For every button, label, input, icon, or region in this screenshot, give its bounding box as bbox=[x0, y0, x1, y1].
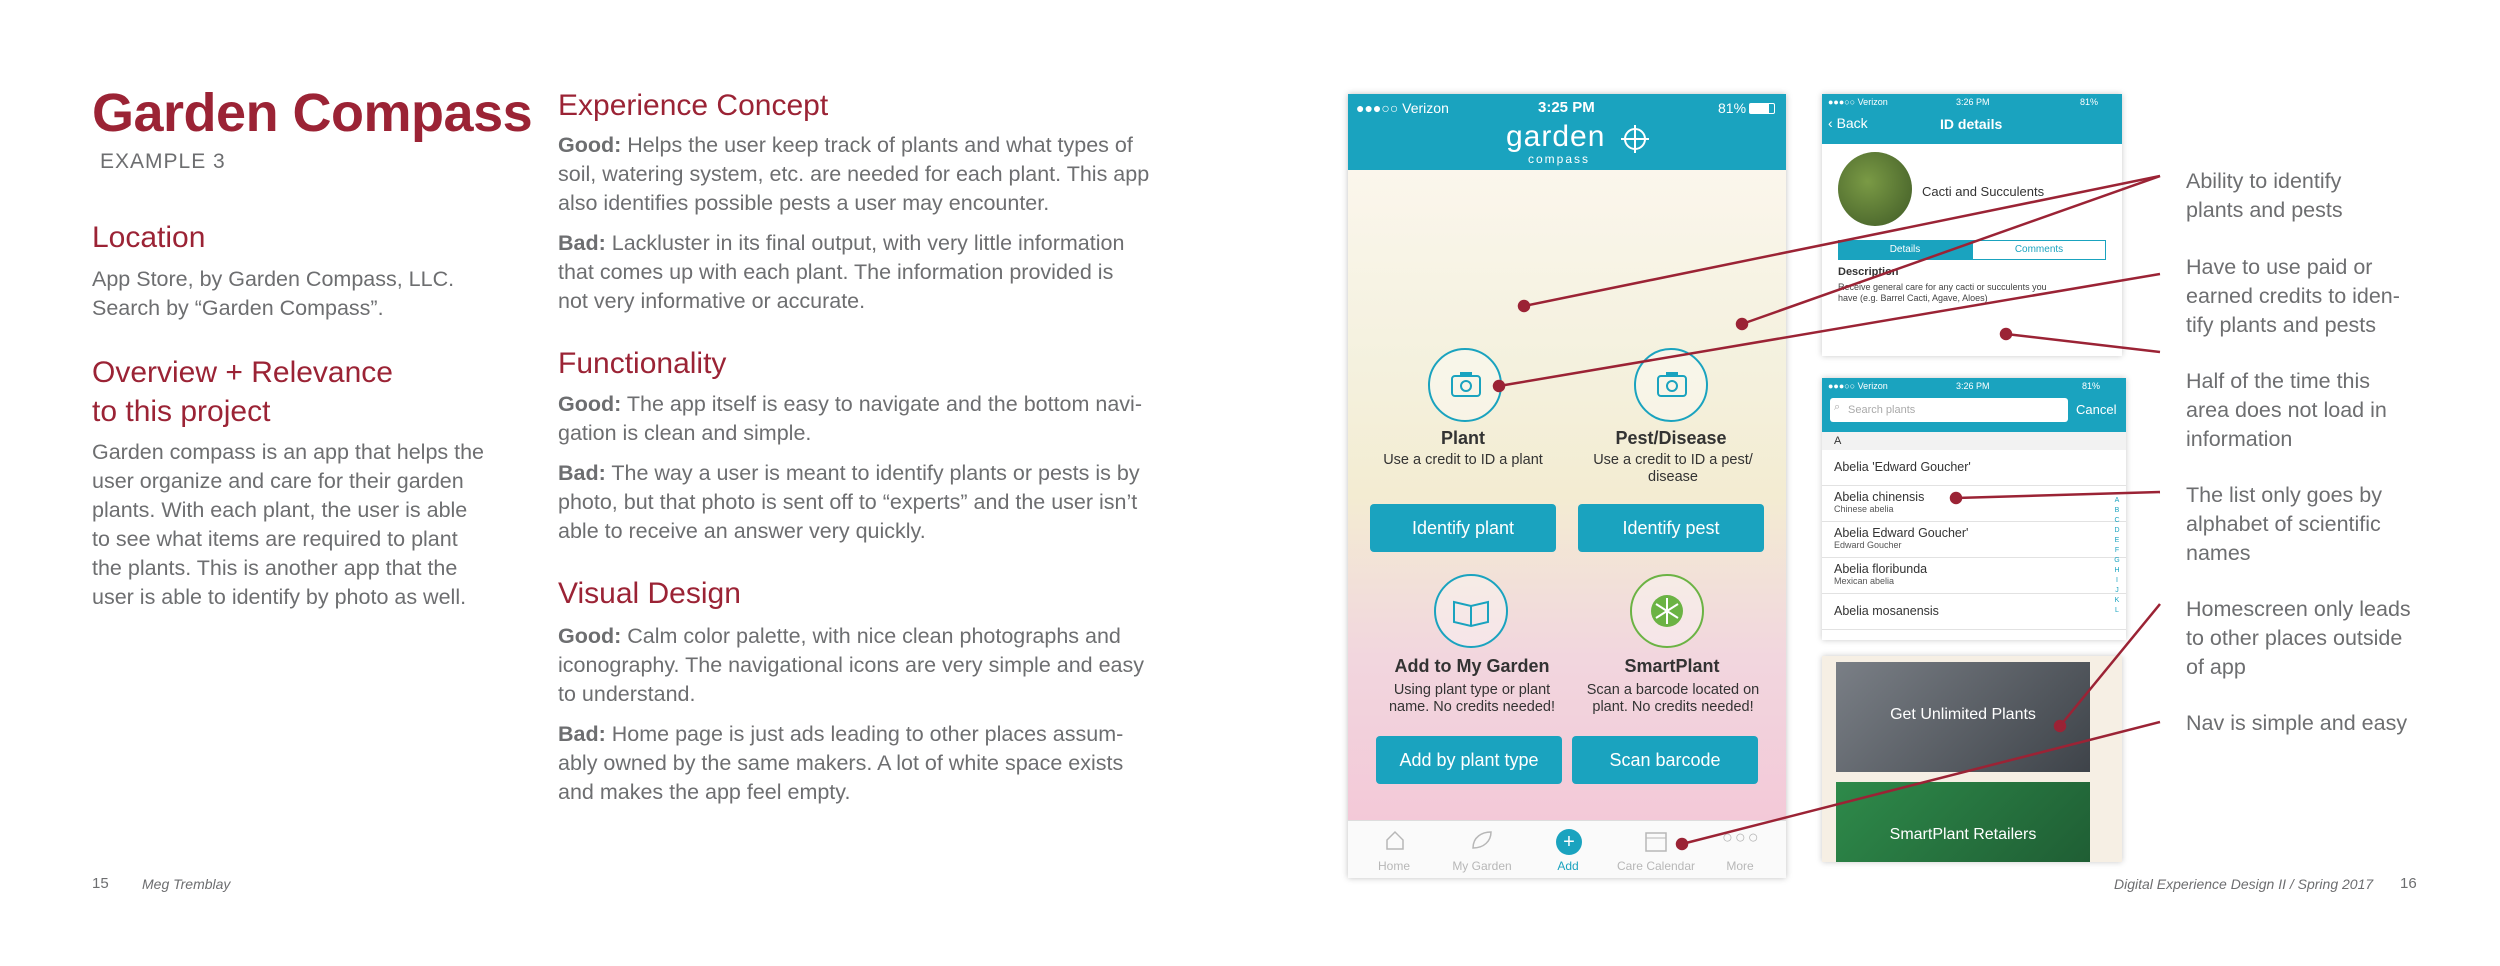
plant-title: Plant bbox=[1440, 428, 1485, 448]
carrier: ●●●○○ Verizon bbox=[1356, 100, 1449, 116]
garden-title: Add to My Garden bbox=[1394, 656, 1550, 676]
example-label: EXAMPLE 3 bbox=[100, 150, 226, 173]
left-page-number: 15 bbox=[92, 875, 109, 892]
back-button[interactable]: ‹ Back bbox=[1828, 115, 1868, 131]
overview-heading: Overview + Relevance to this project bbox=[92, 356, 393, 428]
callout-dot bbox=[2001, 329, 2011, 339]
overview-text: Garden compass is an app that helps the user organize and care for their garden plants. With each plant, the user is able to see what items are required to plant the plants. This is another app that the user is able to identify by photo as well. bbox=[92, 440, 485, 609]
list-item[interactable]: Abelia 'Edward Goucher' bbox=[1822, 450, 2126, 486]
experience-good: Good: Helps the user keep track of plants and what types of soil, watering system, etc. are needed for each plant. This app also identifies possible pests a user may encounter. bbox=[558, 133, 1150, 215]
annotation-list: The list only goes by alphabet of scientific names bbox=[2186, 483, 2382, 565]
alphabet-index[interactable]: A B C D E F G H I J K L bbox=[2114, 497, 2120, 614]
list-item[interactable]: Abelia floribunda Mexican abelia bbox=[1822, 558, 2126, 594]
app-logo: garden bbox=[1506, 120, 1606, 153]
list-item[interactable]: Abelia chinensis Chinese abelia bbox=[1822, 486, 2126, 522]
pest-subtitle: Use a credit to ID a pest/ disease bbox=[1593, 452, 1753, 485]
pest-title: Pest/Disease bbox=[1615, 428, 1727, 448]
ad-smartplant-retailers[interactable]: SmartPlant Retailers bbox=[1836, 782, 2090, 862]
callout-dot bbox=[1951, 493, 1961, 503]
visual-good: Good: Calm color palette, with nice clean photographs and iconography. The navigational icons are very simple and easy to understand. bbox=[558, 624, 1145, 706]
callout-line-list bbox=[1956, 492, 2160, 498]
annotation-nav: Nav is simple and easy bbox=[2186, 711, 2408, 735]
search-icon: ⌕ bbox=[1834, 401, 1841, 413]
search-input[interactable]: Search plants bbox=[1830, 398, 2068, 422]
annotation-identify: Ability to identify plants and pests bbox=[2186, 169, 2343, 222]
location-heading: Location bbox=[92, 221, 206, 254]
add-by-plant-type-button[interactable]: Add by plant type bbox=[1376, 736, 1562, 784]
garden-subtitle: Using plant type or plant name. No credits needed! bbox=[1388, 682, 1556, 715]
functionality-bad: Bad: The way a user is meant to identify plants or pests is by photo, but that photo is sent off to “experts” and the user isn’t able to receive an answer very quickly. bbox=[558, 461, 1140, 543]
callout-dot bbox=[2055, 721, 2065, 731]
callout-line-nav bbox=[1682, 722, 2160, 844]
tab-details[interactable]: Details bbox=[1838, 240, 1972, 260]
page-title: Garden Compass bbox=[92, 83, 533, 143]
smartplant-title: SmartPlant bbox=[1624, 656, 1720, 676]
description-heading: Description bbox=[1838, 266, 1899, 278]
identify-pest-button[interactable]: Identify pest bbox=[1578, 504, 1764, 552]
plant-name: Cacti and Succulents bbox=[1922, 184, 2045, 199]
callout-line-homescreen bbox=[2060, 604, 2160, 726]
tab-comments[interactable]: Comments bbox=[1972, 240, 2106, 260]
callout-line-identify-plant bbox=[1524, 176, 2160, 306]
smartplant-subtitle: Scan a barcode located on plant. No credits needed! bbox=[1586, 682, 1760, 715]
callout-line-identify-pest bbox=[1742, 176, 2160, 324]
description-text: Receive general care for any cacti or succulents you have (e.g. Barrel Cacti, Agave, Aloes) bbox=[1838, 282, 2047, 303]
annotation-load: Half of the time this area does not load in information bbox=[2186, 369, 2387, 451]
section-header: A bbox=[1822, 432, 2126, 450]
callout-dot bbox=[1519, 301, 1529, 311]
annotation-credits: Have to use paid or earned credits to iden- tify plants and pests bbox=[2186, 255, 2400, 337]
callout-dot bbox=[1494, 381, 1504, 391]
battery: 81% bbox=[1718, 100, 1747, 116]
right-page-number: 16 bbox=[2400, 875, 2417, 892]
visual-bad: Bad: Home page is just ads leading to other places assum- ably owned by the same makers. A lot of white space exists and makes the app feel empty. bbox=[558, 722, 1124, 804]
more-icon: ○○○ bbox=[1722, 827, 1761, 847]
course-label: Digital Experience Design II / Spring 2017 bbox=[2114, 876, 2374, 892]
add-icon: + bbox=[1556, 829, 1582, 855]
list-item[interactable]: Abelia mosanensis bbox=[1822, 594, 2126, 630]
functionality-heading: Functionality bbox=[558, 347, 727, 380]
identify-plant-button[interactable]: Identify plant bbox=[1370, 504, 1556, 552]
id-title: ID details bbox=[1940, 116, 2003, 132]
cancel-button[interactable]: Cancel bbox=[2076, 402, 2117, 417]
id-header: ●●●○○ Verizon 3:26 PM 81% ‹ Back ID details bbox=[1822, 94, 2122, 144]
callout-dot bbox=[1677, 839, 1687, 849]
status-time: 3:25 PM bbox=[1538, 99, 1595, 116]
ad-unlimited-plants[interactable]: Get Unlimited Plants bbox=[1836, 662, 2090, 772]
bottom-nav: Home My Garden + Add Care Calendar ○○○ More bbox=[1348, 820, 1786, 878]
list-item[interactable]: Abelia Edward Goucher' Edward Goucher bbox=[1822, 522, 2126, 558]
visual-heading: Visual Design bbox=[558, 577, 741, 610]
scan-barcode-button[interactable]: Scan barcode bbox=[1572, 736, 1758, 784]
annotation-homescreen: Homescreen only leads to other places outside of app bbox=[2186, 597, 2411, 679]
experience-heading: Experience Concept bbox=[558, 89, 829, 122]
callout-dot bbox=[1737, 319, 1747, 329]
list-header: ●●●○○ Verizon 3:26 PM 81% Search plants ⌕ Cancel bbox=[1822, 378, 2126, 432]
functionality-good: Good: The app itself is easy to navigate and the bottom navi- gation is clean and simple. bbox=[558, 392, 1142, 445]
location-text: App Store, by Garden Compass, LLC. Search by “Garden Compass”. bbox=[92, 267, 455, 320]
author: Meg Tremblay bbox=[142, 876, 231, 892]
app-logo-sub: compass bbox=[1528, 152, 1591, 166]
experience-bad: Bad: Lackluster in its final output, with very little information that comes up with each plant. The information provided is not very informative or accurate. bbox=[558, 231, 1125, 313]
callout-line-load bbox=[2006, 334, 2160, 352]
plant-subtitle: Use a credit to ID a plant bbox=[1383, 452, 1543, 468]
